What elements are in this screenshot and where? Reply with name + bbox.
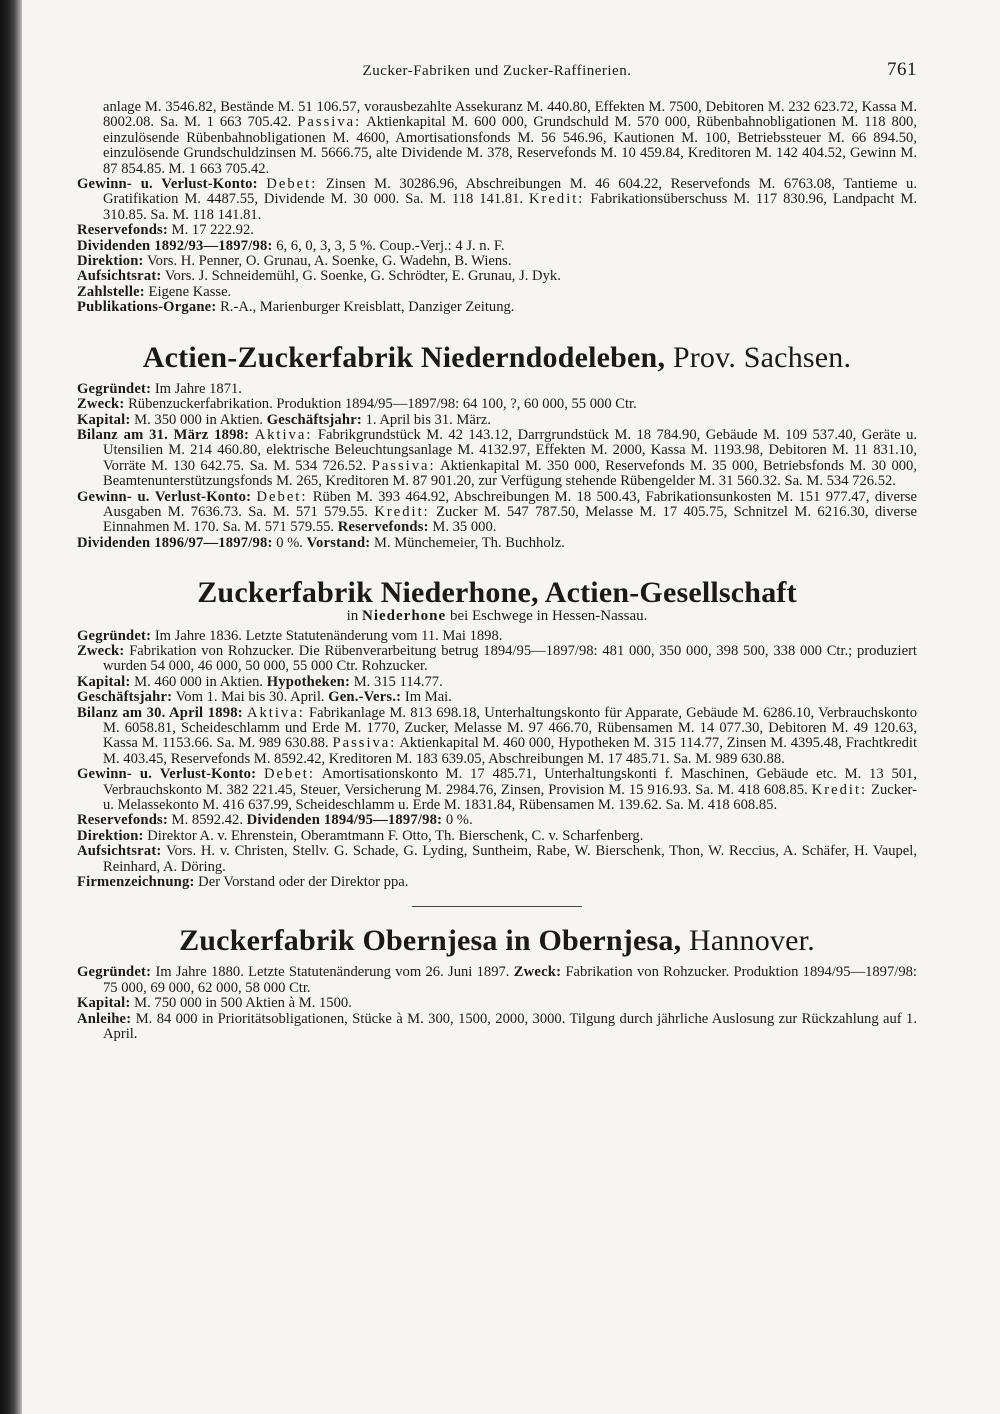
- firmenzeichnung-label: Firmenzeichnung:: [77, 874, 195, 891]
- aktiva-label: Aktiva:: [246, 704, 305, 721]
- anleihe-line: [77, 1012, 917, 1043]
- prev-organe-text: R.-A., Marienburger Kreisblatt, Danziger Zeitung.: [220, 299, 515, 316]
- gegruendet-text: Im Jahre 1880. Letzte Statutenänderung vom 26. Juni 1897.: [155, 964, 510, 981]
- kapital-text: M. 350 000 in Aktien.: [134, 411, 264, 428]
- aufsichtsrat-line: [77, 844, 917, 875]
- dividenden-label: Dividenden 1894/95—1897/98:: [246, 812, 443, 829]
- geschaeftsjahr-label: Geschäftsjahr:: [77, 689, 173, 706]
- reservefonds-text: M. 8592.42.: [171, 812, 243, 829]
- prev-aufsichtsrat-text: Vors. J. Schneidemühl, G. Soenke, G. Schrödter, E. Grunau, J. Dyk.: [164, 268, 561, 285]
- zweck-text: Fabrikation von Rohzucker. Produktion 1894/95—1897/98: 75 000, 69 000, 62 000, 58 000 Ctr.: [103, 964, 917, 996]
- passiva-text: Aktienkapital M. 460 000, Hypotheken M. 315 114.77, Zinsen M. 4395.48, Frachtkredit M. 403.45, Reservefonds M. 8592.42, Kreditoren M. 183 639.05, Abschreibungen M. 17 485.71. Sa. M. 989 630.88.: [103, 735, 918, 767]
- entry-heading: [77, 342, 917, 374]
- prev-reserve-text: M. 17 222.92.: [171, 222, 254, 239]
- entry-location: Hannover.: [688, 924, 815, 958]
- prev-entry: [77, 100, 917, 316]
- zweck-line: [77, 397, 917, 412]
- zweck-text: Fabrikation von Rohzucker. Die Rübenverarbeitung betrug 1894/95—1897/98: 481 000, 350 000, 398 500, 338 000 Ctr.; produziert wurden 54 000, 46 000, 50 000, 55 000 Ctr. Rohzucker.: [103, 642, 917, 675]
- prev-zahlstelle: [77, 285, 917, 300]
- geschaeftsjahr-text: 1. April bis 31. März.: [365, 411, 491, 428]
- gegruendet-label: Gegründet:: [77, 964, 152, 981]
- entry-subtitle: [77, 609, 917, 624]
- dividenden-text: 0 %.: [445, 812, 473, 829]
- direktion-line: [77, 829, 917, 844]
- kapital-label: Kapital:: [77, 411, 131, 428]
- subtitle-town: Niederhone: [362, 608, 447, 625]
- aufsichtsrat-text: Vors. H. v. Christen, Stellv. G. Schade, G. Lyding, Suntheim, Rabe, W. Bierschenk, Thon, W. Reccius, A. Schäfer, H. Vaupel, Reinhard, A. Döring.: [103, 843, 917, 875]
- zweck-text: Rübenzuckerfabrikation. Produktion 1894/95—1897/98: 64 100, ?, 60 000, 55 000 Ctr.: [128, 396, 637, 413]
- geschaeftsjahr-text: Vom 1. Mai bis 30. April.: [175, 689, 325, 706]
- passiva-text: Aktienkapital M. 350 000, Reservefonds M. 35 000, Betriebsfonds M. 30 000, Beamtenunterstützungsfonds M. 265, Kreditoren M. 87 901.20, zur Verfügung stehende Rübengelder M. 31 560.32. Sa. M. 534 726.52.: [103, 457, 917, 490]
- reservefonds-label: Reservefonds:: [337, 519, 429, 536]
- prev-debet-label: Debet:: [266, 176, 318, 193]
- entry-obernjesa: [77, 925, 917, 1042]
- entry-title: Zuckerfabrik Niederhone, Actien-Gesellschaft: [197, 576, 797, 610]
- kapital-line: [77, 413, 917, 428]
- kapital-line: [77, 675, 917, 690]
- reservefonds-line: [77, 813, 917, 828]
- prev-zahlstelle-text: Eigene Kasse.: [148, 283, 232, 300]
- prev-zahlstelle-label: Zahlstelle:: [77, 283, 145, 300]
- prev-kredit-text: Fabrikationsüberschuss M. 117 830.96, Landpacht M. 310.85. Sa. M. 118 141.81.: [103, 191, 917, 223]
- document-page: [22, 0, 1000, 1414]
- prev-direktion-text: Vors. H. Penner, O. Grunau, A. Soenke, G. Wadehn, B. Wiens.: [146, 253, 512, 270]
- bilanz-label: Bilanz am 30. April 1898:: [77, 704, 243, 721]
- hypotheken-label: Hypotheken:: [266, 673, 351, 690]
- bilanz-block: [77, 428, 917, 490]
- entry-niederhone: [77, 577, 917, 907]
- kapital-label: Kapital:: [77, 673, 131, 690]
- direktion-text: Direktor A. v. Ehrenstein, Oberamtmann F. Otto, Th. Bierschenk, C. v. Scharfenberg.: [147, 827, 644, 844]
- prev-bilanz-continuation: [77, 100, 917, 177]
- anleihe-label: Anleihe:: [77, 1010, 132, 1027]
- passiva-label: Passiva:: [371, 457, 436, 474]
- entry-title: Zuckerfabrik Obernjesa in Obernjesa,: [179, 924, 682, 958]
- reservefonds-label: Reservefonds:: [77, 812, 168, 829]
- guv-block: [77, 490, 917, 536]
- kredit-label: Kredit:: [811, 781, 868, 798]
- prev-kredit-label: Kredit:: [529, 191, 585, 208]
- entry-title: Actien-Zuckerfabrik Niederndodeleben,: [142, 340, 666, 374]
- debet-text: Amortisationskonto M. 17 485.71, Unterhaltungskonti f. Maschinen, Gebäude etc. M. 13 501, Verbrauchskonto M. 382 221.45, Steuer, Versicherung M. 2984.76, Zinsen, Provision M. 15 916.93. Sa. M. 418 608.85.: [103, 766, 918, 798]
- gegruendet-line: [77, 965, 917, 996]
- prev-dividenden-label: Dividenden 1892/93—1897/98:: [77, 237, 273, 254]
- prev-aufsichtsrat-label: Aufsichtsrat:: [77, 268, 162, 285]
- subtitle-suffix: bei Eschwege in Hessen-Nassau.: [449, 608, 648, 625]
- zweck-label: Zweck:: [513, 964, 562, 981]
- page-content: [77, 58, 917, 1043]
- prev-passiva-text: Aktienkapital M. 600 000, Grundschuld M. 570 000, Rübenbahnobligationen M. 118 800, einzulösende Rübenbahnobligationen M. 4600, Amortisationsfonds M. 56 546.96, Kautionen M. 100, Betriebssteuer M. 66 894.50, einzulösende Grundschuldzinsen M. 5666.75, alte Dividende M. 378, Reservefonds M. 10 459.84, Kreditoren M. 142 404.52, Gewinn M. 87 854.85. M. 1 663 705.42.: [103, 114, 917, 177]
- prev-reservefonds: [77, 223, 917, 238]
- aktiva-text: Fabrikgrundstück M. 42 143.12, Darrgrundstück M. 18 784.90, Gebäude M. 109 537.40, Geräte u. Utensilien M. 214 460.80, elektrische Beleuchtungsanlage M. 4132.97, Effekten M. 2000, Kassa M. 1193.98, Debitoren M. 11 831.10, Vorräte M. 130 642.75. Sa. M. 534 726.52.: [103, 426, 918, 474]
- entry-heading: [77, 925, 917, 957]
- kapital-label: Kapital:: [77, 995, 131, 1012]
- prev-passiva-label: Passiva:: [297, 114, 362, 131]
- dividenden-label: Dividenden 1896/97—1897/98:: [77, 534, 273, 551]
- prev-organe-label: Publikations-Organe:: [77, 299, 217, 316]
- vorstand-label: Vorstand:: [306, 534, 371, 551]
- aktiva-label: Aktiva:: [254, 426, 313, 443]
- gegruendet-text: Im Jahre 1871.: [154, 380, 242, 397]
- gegruendet-text: Im Jahre 1836. Letzte Statutenänderung vom 11. Mai 1898.: [154, 627, 503, 644]
- prev-guv: [77, 177, 917, 223]
- prev-bilanz-text: anlage M. 3546.82, Bestände M. 51 106.57, vorausbezahlte Assekuranz M. 440.80, Effekten M. 7500, Debitoren M. 232 623.72, Kassa M. 8002.08. Sa. M. 1 663 705.42.: [103, 99, 917, 131]
- firmenzeichnung-text: Der Vorstand oder der Direktor ppa.: [198, 874, 409, 891]
- gegruendet-line: [77, 629, 917, 644]
- guv-label: Gewinn- u. Verlust-Konto:: [77, 488, 252, 505]
- gegruendet-line: [77, 382, 917, 397]
- prev-debet-text: Zinsen M. 30286.96, Abschreibungen M. 46 604.22, Reservefonds M. 6763.08, Tantieme u. Gratifikation M. 4487.55, Dividende M. 30 000. Sa. M. 118 141.81.: [103, 176, 917, 208]
- prev-aufsichtsrat: [77, 269, 917, 284]
- direktion-label: Direktion:: [77, 827, 144, 844]
- prev-direktion: [77, 254, 917, 269]
- dividenden-text: 0 %.: [276, 534, 303, 551]
- guv-label: Gewinn- u. Verlust-Konto:: [77, 766, 257, 783]
- kredit-text: Zucker M. 547 787.50, Melasse M. 17 405.75, Schnitzel M. 6216.30, diverse Einnahmen M. 170. Sa. M. 571 579.55.: [103, 503, 918, 536]
- kredit-label: Kredit:: [374, 503, 430, 520]
- running-head: [77, 58, 917, 88]
- zweck-label: Zweck:: [77, 642, 125, 659]
- guv-block: [77, 767, 917, 813]
- zweck-line: [77, 644, 917, 675]
- prev-dividenden: [77, 239, 917, 254]
- running-head-title: Zucker-Fabriken und Zucker-Raffinerien.: [362, 63, 632, 79]
- bilanz-block: [77, 706, 917, 768]
- debet-text: Rüben M. 393 464.92, Abschreibungen M. 18 500.43, Fabrikationsunkosten M. 151 977.47, diverse Ausgaben M. 7636.73. Sa. M. 571 579.55.: [103, 488, 917, 520]
- prev-organe: [77, 300, 917, 315]
- reservefonds-text: M. 35 000.: [432, 519, 497, 536]
- gegruendet-label: Gegründet:: [77, 380, 152, 397]
- aufsichtsrat-label: Aufsichtsrat:: [77, 843, 162, 860]
- geschaeftsjahr-line: [77, 690, 917, 705]
- section-divider: [412, 906, 582, 907]
- kapital-text: M. 750 000 in 500 Aktien à M. 1500.: [134, 995, 352, 1012]
- dividenden-line: [77, 536, 917, 551]
- bilanz-label: Bilanz am 31. März 1898:: [77, 426, 250, 443]
- hypotheken-text: M. 315 114.77.: [353, 673, 443, 690]
- page-number: 761: [887, 59, 917, 80]
- zweck-label: Zweck:: [77, 396, 125, 413]
- vorstand-text: M. Münchemeier, Th. Buchholz.: [373, 534, 565, 551]
- geschaeftsjahr-label: Geschäftsjahr:: [266, 411, 362, 428]
- kapital-line: [77, 996, 917, 1011]
- debet-label: Debet:: [256, 488, 308, 505]
- prev-direktion-label: Direktion:: [77, 253, 144, 270]
- gegruendet-label: Gegründet:: [77, 627, 152, 644]
- passiva-label: Passiva:: [332, 735, 397, 752]
- aktiva-text: Fabrikanlage M. 813 698.18, Unterhaltungskonto für Apparate, Gebäude M. 6286.10, Verbrauchskonto M. 6058.81, Scheideschlamm und Erde M. 1770, Zucker, Melasse M. 97 466.70, Rübensamen M. 14 077.30, Debitoren M. 49 120.63, Kassa M. 1153.66. Sa. M. 989 630.88.: [103, 704, 917, 752]
- prev-dividenden-text: 6, 6, 0, 3, 3, 5 %. Coup.-Verj.: 4 J. n. F.: [276, 237, 505, 254]
- debet-label: Debet:: [264, 766, 315, 783]
- entry-location: Prov. Sachsen.: [672, 340, 852, 374]
- kapital-text: M. 460 000 in Aktien.: [134, 673, 264, 690]
- firmenzeichnung-line: [77, 875, 917, 890]
- entry-niederndodeleben: [77, 342, 917, 551]
- subtitle-prefix: in: [346, 608, 359, 625]
- prev-reserve-label: Reservefonds:: [77, 222, 168, 239]
- entry-heading: [77, 577, 917, 609]
- anleihe-text: M. 84 000 in Prioritätsobligationen, Stücke à M. 300, 1500, 2000, 3000. Tilgung durch jährliche Auslosung zur Rückzahlung auf 1. April.: [103, 1010, 917, 1043]
- prev-guv-label: Gewinn- u. Verlust-Konto:: [77, 176, 258, 193]
- genvers-label: Gen.-Vers.:: [328, 689, 402, 706]
- genvers-text: Im Mai.: [404, 689, 452, 706]
- book-spine-shadow: [0, 0, 22, 1414]
- kredit-text: Zucker- u. Melassekonto M. 416 637.99, Scheideschlamm u. Erde M. 1831.84, Rübensamen M. 139.62. Sa. M. 418 608.85.: [103, 781, 917, 814]
